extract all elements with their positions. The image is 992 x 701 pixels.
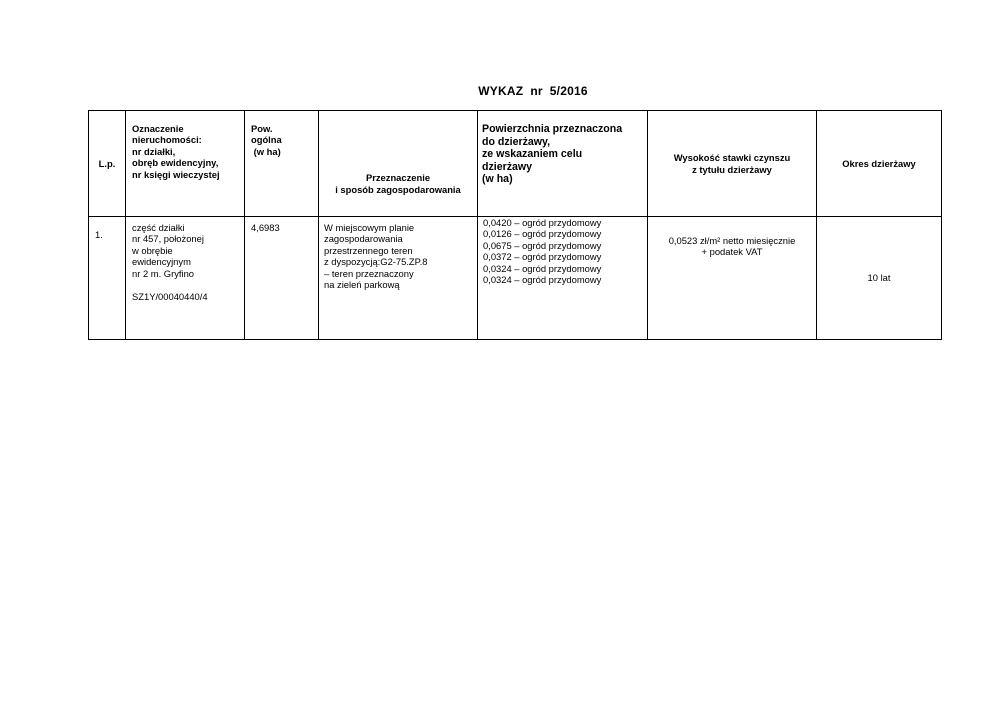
cell-line: przestrzennego teren xyxy=(324,244,413,256)
lease-table xyxy=(88,110,942,340)
header-line: nieruchomości: xyxy=(132,134,202,146)
header-stawka xyxy=(648,111,817,217)
cell-line: 0,0420 – ogród przydomowy xyxy=(483,217,602,228)
header-line: do dzierżawy, xyxy=(482,135,551,148)
header-line: nr działki, xyxy=(132,145,176,157)
cell-line: 0,0675 – ogród przydomowy xyxy=(483,239,602,251)
cell-line: 0,0126 – ogród przydomowy xyxy=(483,228,602,240)
cell-oznaczenie xyxy=(126,217,245,340)
cell-line: 0,0324 – ogród przydomowy xyxy=(483,262,602,274)
header-line: z tytułu dzierżawy xyxy=(692,163,772,175)
cell-line: zagospodarowania xyxy=(324,233,403,245)
cell-line: ewidencyjnym xyxy=(132,256,191,268)
table-row xyxy=(89,217,942,340)
cell-line: w obrębie xyxy=(132,244,173,256)
cell-line: + podatek VAT xyxy=(701,246,763,258)
header-line: ogólna xyxy=(251,134,282,146)
cell-line: część działki xyxy=(132,222,185,233)
header-okres: Okres dzierżawy xyxy=(817,111,942,217)
table-header-row xyxy=(89,111,942,217)
header-line: Pow. xyxy=(251,123,273,134)
header-line: i sposób zagospodarowania xyxy=(335,183,461,195)
cell-okres: 10 lat xyxy=(817,217,942,340)
cell-line: nr 2 m. Gryfino xyxy=(132,267,194,279)
header-line: obręb ewidencyjny, xyxy=(132,157,219,169)
cell-line: – teren przeznaczony xyxy=(324,267,414,279)
header-oznaczenie xyxy=(126,111,245,217)
header-line: Powierzchnia przeznaczona xyxy=(482,123,623,135)
cell-stawka xyxy=(648,217,817,340)
cell-line: 0,0523 zł/m² netto miesięcznie xyxy=(668,235,796,246)
header-line: Przeznaczenie xyxy=(365,172,431,184)
cell-ksiega: SZ1Y/00040440/4 xyxy=(132,291,208,303)
cell-powierzchnia xyxy=(478,217,648,340)
cell-line: nr 457, położonej xyxy=(132,233,204,245)
header-line: Oznaczenie xyxy=(132,123,184,134)
header-line: (w ha) xyxy=(251,145,281,157)
cell-line: na zieleń parkową xyxy=(324,279,400,291)
header-line: nr księgi wieczystej xyxy=(132,168,220,180)
header-line: Wysokość stawki czynszu xyxy=(673,152,791,164)
cell-line: W miejscowym planie xyxy=(324,222,415,233)
header-line: ze wskazaniem celu xyxy=(482,148,583,161)
cell-przeznaczenie xyxy=(319,217,478,340)
header-powierzchnia xyxy=(478,111,648,217)
header-lp: L.p. xyxy=(89,111,126,217)
document-title: WYKAZ nr 5/2016 xyxy=(478,84,588,98)
header-line: dzierżawy xyxy=(482,160,533,173)
header-line: (w ha) xyxy=(482,173,513,186)
cell-line: z dyspozycją:G2-75.ZP.8 xyxy=(324,256,428,268)
cell-pow: 4,6983 xyxy=(245,217,319,340)
cell-lp: 1. xyxy=(89,217,126,340)
header-pow xyxy=(245,111,319,217)
spacer xyxy=(132,279,240,291)
header-przeznaczenie xyxy=(319,111,478,217)
cell-line: 0,0372 – ogród przydomowy xyxy=(483,251,602,263)
cell-line: 0,0324 – ogród przydomowy xyxy=(483,274,602,286)
